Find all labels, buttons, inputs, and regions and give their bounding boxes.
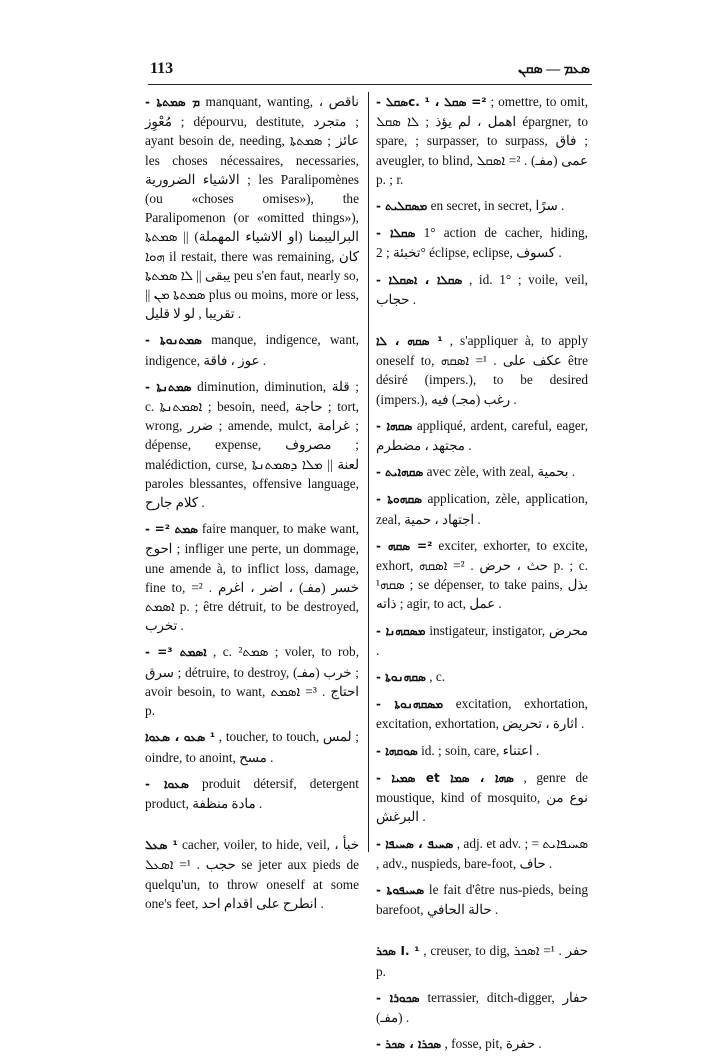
entry-definition: ; omettre, to omit, اهمل ، لم يؤذ ; ܠܐ ܣܩܠ épargner, to spare, ; surpasser, to surpass, فاق ; aveugler, to blind, عمى (مفـ) . ²= ܐܣܩܠ p. ; r.: [376, 94, 589, 187]
entry-definition: exciter, exhorter, to excite, exhort, حث ، حرض . ²= ܐܣܩܗ p. ; c. ¹ܣܩܗ ; se dépenser, to take pains, بذل ذاته ; agir, to act, عمل .: [376, 537, 588, 612]
entry-headword: ܣܗܐ ، ܣܡܐ et ܣܡܝܐ -: [376, 770, 514, 785]
dictionary-entry: [376, 536, 588, 614]
entry-definition: id. ; soin, care, اعتناء .: [421, 742, 540, 758]
dictionary-entry: [376, 416, 588, 455]
entry-definition: diminution, diminution, قلة ; c. ܐܣܡܬܢܬܐ ; besoin, need, حاجة ; tort, wrong, ضرر ; amende, mulct, غرامة ; dépense, expense, مصروف ; malédiction, curse, لعنة || ܡܠܐ ܕܣܡܬܢܬܐ paroles blessantes, offensive language, كلام جارح .: [145, 378, 360, 511]
dictionary-entry: [145, 727, 359, 766]
entry-headword: ܣܘܩܗܐ -: [376, 743, 418, 758]
entry-headword: ܣܩܗܢܘܬܐ -: [376, 670, 426, 685]
page-header: [150, 60, 590, 82]
entry-definition: , creuser, to dig, حفر . ¹= ܐܣܟܪ p.: [376, 943, 588, 979]
dictionary-entry: [376, 880, 588, 919]
entry-definition: , id. 1° ; voile, veil, حجاب .: [376, 271, 589, 307]
dictionary-entry: [376, 834, 588, 873]
entry-headword: ¹ ܣܥܘ ، ܣܥܘܐ: [145, 730, 216, 745]
entry-headword: ܣܟܪܐ ، ܣܟܪ -: [376, 1037, 442, 1052]
entry-headword: ܣܡܬ ²= -: [145, 522, 199, 537]
entry-headword: ܡܣܩܠܝܬ -: [376, 199, 428, 214]
entry-definition: , genre de moustique, kind of mosquito, نوع من البرغش .: [376, 769, 589, 825]
entry-headword: ܣܚܝܦܘܬܐ -: [376, 882, 425, 897]
dictionary-entry: [376, 462, 588, 482]
dictionary-entry: [376, 941, 588, 980]
entry-headword: ܡ ܣܡܬܬܐ -: [145, 95, 200, 109]
dictionary-entry: [145, 92, 359, 323]
dictionary-entry: [145, 642, 359, 720]
right-column: [376, 92, 588, 1061]
entry-definition: le fait d'être nus-pieds, being barefoot, حالة الحافي .: [376, 881, 589, 918]
dictionary-entry: [376, 988, 588, 1027]
entry-definition: avec zèle, with zeal, بحمية .: [426, 464, 576, 480]
entry-definition: , c. ²ܣܡܬ ; voler, to rob, سرق ; détruire, to destroy, خرب (مفـ) ; avoir besoin, to want, احتاج . ³= ܐܣܡܬ p.: [145, 644, 360, 719]
entry-definition: cacher, voiler, to hide, veil, خبأ ، حجب . ¹= ܐܣܥܠ se jeter aux pieds de quelqu'un, to throw oneself at some one's feet, انطرح على اقدام احد .: [145, 837, 360, 911]
entry-headword: ²= ܣܩܗ -: [376, 538, 433, 553]
entry-headword: I. ¹ ܣܟܪ: [376, 944, 420, 959]
page-number: 113: [150, 60, 174, 77]
dictionary-entry: [376, 667, 588, 687]
dictionary-entry: [376, 741, 588, 761]
entry-headword: ܣܩܗܘܬܐ -: [376, 492, 423, 507]
entry-headword: ܣܡܬܢܘܬܐ -: [145, 333, 202, 348]
dictionary-entry: [376, 621, 588, 660]
entry-headword: ܣܟܘܪܐ -: [376, 990, 420, 1005]
dictionary-entry: [145, 377, 359, 512]
entry-definition: manque, indigence, want, indigence, عوز ، فاقة .: [145, 332, 359, 368]
entry-definition: 1° action de cacher, hiding, تخبئة ; 2° éclipse, eclipse, كسوف .: [376, 225, 588, 261]
dictionary-entry: [376, 694, 588, 733]
entry-headword: ¹ ܣܥܠ: [145, 838, 178, 853]
entry-headword: ܣܚܝܦ ، ܣܚܝܦܐ -: [376, 836, 454, 851]
entry-definition: faire manquer, to make want, احوج ; infliger une perte, un dommage, une amende à, to inflict loss, damage, fine to, خسر (مفـ) ، اضر ، اغرم . ²= ܐܣܡܬ p. ; être détruit, to be destroyed, تخرب .: [145, 521, 359, 634]
entry-definition: produit détersif, detergent product, مادة منظفة .: [145, 775, 359, 811]
entry-definition: en secret, in secret, سرًا .: [430, 198, 565, 214]
entry-headword: ܣܩܠܐ -: [376, 226, 416, 241]
entry-definition: , fosse, pit, حفرة .: [444, 1036, 542, 1052]
left-column: [145, 92, 359, 920]
dictionary-entry: [376, 1034, 588, 1054]
entry-headword: ܣܩܠܐ ، ܐܣܩܠܐ -: [376, 272, 463, 287]
entry-definition: excitation, exhortation, excitation, exhortation, اثارة ، تحريض .: [376, 696, 588, 732]
entry-headword: ²= ܣܩܠ ، c. ¹ܣܩܠ -: [376, 95, 487, 109]
entry-definition: , s'appliquer à, to apply oneself to, عكف على . ¹= ܐܣܩܗ être désiré (impers.), to be desired (impers.), رغب (مجـ) فيه .: [376, 333, 588, 407]
running-head: ܣܥܡ — ܣܩܢ: [518, 62, 590, 77]
entry-headword: ܣܩܗܐ -: [376, 418, 413, 433]
entry-headword: ܡܣܩܗܢܘܬܐ -: [376, 697, 444, 712]
dictionary-entry: [376, 768, 588, 827]
entry-definition: manquant, wanting, ناقص ، مُعْوِز ; dépourvu, destitute, متجرد ; ayant besoin de, needing, عائز ; ܣܡܬܬܐ les choses nécessaires, necessaries, الاشياء الضرورية ; les Paralipomènes (ou «choses omises»), the Paralipomenon (or «omitted things»), البراليبمنا (او الاشياء المهملة) || ܣܡܬܬܐ ܗܘܐ il restait, there was remaining, كان يبقى || ܠܐ ܣܡܬܬܐ peu s'en faut, nearly so, || ܣܡܬܬܐ ܡܢ plus ou moins, more or less, تقريبا , لو لا قليل .: [145, 94, 360, 322]
dictionary-entry: [145, 519, 359, 635]
entry-headword: ܣܡܬܢܬܐ -: [145, 379, 192, 394]
dictionary-entry: [376, 196, 588, 216]
entry-headword: ܐܣܡܬ ³= -: [145, 645, 207, 660]
entry-headword: ܡܣܩܗܢܐ -: [376, 623, 426, 638]
entry-definition: application, zèle, application, zeal, اجتهاد ، حمية .: [376, 491, 588, 527]
dictionary-entry: [376, 270, 588, 309]
entry-definition: appliqué, ardent, careful, eager, مجتهد ، مضطرم .: [376, 417, 589, 454]
entry-definition: instigateur, instigator, محرض .: [376, 622, 588, 658]
dictionary-entry: [376, 489, 588, 528]
entry-definition: , adj. et adv. ; = ܣܚܝܦܐܝܬ , adv., nuspieds, bare-foot, حاف .: [376, 835, 588, 871]
entry-headword: ¹ ܣܩܗ ، ܠܐ: [376, 334, 443, 349]
entry-definition: , c.: [429, 669, 446, 685]
dictionary-entry: [376, 223, 588, 262]
entry-definition: , toucher, to touch, لمس ; oindre, to anoint, مسح .: [145, 729, 359, 765]
entry-headword: ܣܩܗܐܝܬ -: [376, 465, 424, 480]
dictionary-entry: [376, 331, 588, 409]
dictionary-entry: [145, 835, 359, 913]
header-rule: [148, 84, 592, 85]
entry-definition: terrassier, ditch-digger, حفار (مفـ) .: [376, 989, 588, 1025]
column-divider: [368, 92, 369, 852]
dictionary-entry: [145, 330, 359, 369]
entry-headword: ܣܥܘܐ -: [145, 776, 189, 791]
dictionary-entry: [376, 92, 588, 189]
dictionary-entry: [145, 774, 359, 813]
